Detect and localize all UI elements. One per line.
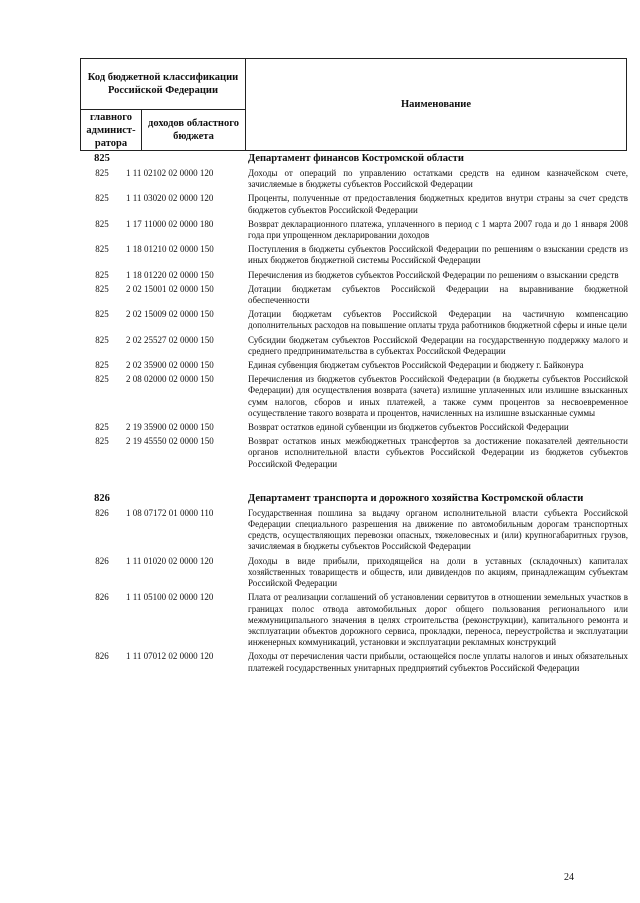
revenue-code: 2 02 25527 02 0000 150 bbox=[126, 334, 214, 345]
department-title: Департамент транспорта и дорожного хозяйства Костромской области bbox=[248, 492, 584, 504]
revenue-code: 1 18 01210 02 0000 150 bbox=[126, 244, 214, 255]
table-row bbox=[80, 270, 628, 281]
table-row bbox=[80, 168, 628, 190]
table-row bbox=[80, 592, 628, 648]
revenue-name: Единая субвенция бюджетам субъектов Российской Федерации и бюджету г. Байконура bbox=[248, 360, 584, 371]
admin-code: 825 bbox=[95, 360, 109, 371]
revenue-code: 1 11 03020 02 0000 120 bbox=[126, 193, 214, 204]
page-number: 24 bbox=[564, 872, 574, 883]
revenue-name: Поступления в бюджеты субъектов Российской Федерации по решениям о взыскании средств из иных бюджетов бюджетной системы Российской Федерации bbox=[248, 244, 628, 266]
table-body bbox=[80, 152, 628, 677]
revenue-name: Возврат остатков единой субвенции из бюджетов субъектов Российской Федерации bbox=[248, 422, 569, 433]
table-row bbox=[80, 335, 628, 357]
revenue-code: 1 11 01020 02 0000 120 bbox=[126, 555, 214, 566]
header-code-group: Код бюджетной классификации Российской Федерации bbox=[81, 59, 246, 110]
revenue-name: Плата от реализации соглашений об установлении сервитутов в отношении земельных участков в границах полос отвода автомобильных дорог общего пользования регионального или межмуниципального значения в целях строительства (реконструкции), капитального ремонта и эксплуатации объектов дорожного сервиса, прокладки, переноса, переустройства и эксплуатации инженерных коммуникаций, установки и эксплуатации рекламных конструкций bbox=[248, 592, 628, 648]
admin-code: 825 bbox=[95, 168, 109, 178]
department-row bbox=[80, 492, 628, 505]
table-row bbox=[80, 309, 628, 331]
revenue-code: 2 02 35900 02 0000 150 bbox=[126, 360, 214, 371]
revenue-code: 1 18 01220 02 0000 150 bbox=[126, 269, 214, 280]
section-gap bbox=[80, 473, 628, 492]
revenue-code: 2 02 15009 02 0000 150 bbox=[126, 309, 214, 320]
revenue-name: Дотации бюджетам субъектов Российской Федерации на выравнивание бюджетной обеспеченности bbox=[248, 283, 628, 306]
table-row bbox=[80, 422, 628, 433]
revenue-code: 1 17 11000 02 0000 180 bbox=[126, 218, 214, 229]
revenue-code: 1 11 02102 02 0000 120 bbox=[126, 168, 214, 178]
revenue-name: Доходы в виде прибыли, приходящейся на доли в уставных (складочных) капиталах хозяйственных товариществ и обществ, или дивидендов по акциям, принадлежащим субъектам Российской Федерации bbox=[248, 555, 628, 589]
admin-code: 825 bbox=[95, 436, 109, 447]
department-row bbox=[80, 152, 628, 165]
header-revenue: доходов областного бюджета bbox=[142, 110, 246, 151]
header-admin: главного админист-ратора bbox=[81, 110, 142, 151]
table-row bbox=[80, 556, 628, 590]
admin-code: 825 bbox=[95, 269, 109, 280]
revenue-name: Возврат остатков иных межбюджетных трансфертов за достижение показателей деятельности органов исполнительной власти субъектов Российской Федерации из бюджетов субъектов Российской Федерации bbox=[248, 436, 628, 469]
table-row bbox=[80, 193, 628, 215]
revenue-code: 1 11 07012 02 0000 120 bbox=[126, 651, 214, 662]
admin-code: 826 bbox=[95, 592, 109, 603]
revenue-code: 2 19 45550 02 0000 150 bbox=[126, 436, 214, 447]
department-code: 825 bbox=[94, 153, 110, 164]
department-spacer bbox=[124, 492, 248, 505]
revenue-code: 2 19 35900 02 0000 150 bbox=[126, 422, 214, 433]
revenue-name: Возврат декларационного платежа, уплаченного в период с 1 марта 2007 года и до 1 января 2008 года при упрощенном декларировании доходов bbox=[248, 218, 628, 241]
admin-code: 826 bbox=[95, 651, 109, 662]
revenue-code: 1 11 05100 02 0000 120 bbox=[126, 592, 214, 603]
admin-code: 825 bbox=[95, 309, 109, 320]
revenue-name: Субсидии бюджетам субъектов Российской Федерации на государственную поддержку малого и среднего предпринимательства в субъектах Российской Федерации bbox=[248, 334, 628, 356]
admin-code: 825 bbox=[95, 374, 109, 385]
admin-code: 826 bbox=[95, 555, 109, 566]
header-name: Наименование bbox=[246, 59, 627, 151]
admin-code: 825 bbox=[95, 193, 109, 204]
revenue-code: 2 02 15001 02 0000 150 bbox=[126, 283, 214, 294]
table-row bbox=[80, 508, 628, 553]
table-row bbox=[80, 374, 628, 419]
admin-code: 825 bbox=[95, 218, 109, 229]
revenue-code: 1 08 07172 01 0000 110 bbox=[126, 507, 214, 518]
revenue-name: Перечисления из бюджетов субъектов Российской Федерации (в бюджеты субъектов Российской Федерации) для осуществления возврата (зачета) излишне уплаченных или излишне взысканных сумм налогов, сборов и иных платежей, а также сумм процентов за несвоевременное осуществление такого возврата и процентов, начисленных на излишне взысканные суммы bbox=[248, 374, 628, 418]
revenue-name: Дотации бюджетам субъектов Российской Федерации на частичную компенсацию дополнительных расходов на повышение оплаты труда работников бюджетной сферы и иные цели bbox=[248, 309, 628, 331]
revenue-code: 2 08 02000 02 0000 150 bbox=[126, 374, 214, 385]
admin-code: 826 bbox=[95, 507, 109, 518]
table-row bbox=[80, 244, 628, 266]
table-row bbox=[80, 284, 628, 306]
table-header bbox=[80, 58, 627, 151]
revenue-name: Доходы от перечисления части прибыли, остающейся после уплаты налогов и иных обязательных платежей государственных унитарных предприятий субъектов Российской Федерации bbox=[248, 651, 628, 673]
department-title: Департамент финансов Костромской области bbox=[248, 153, 464, 164]
table-row bbox=[80, 219, 628, 241]
department-spacer bbox=[124, 152, 248, 165]
admin-code: 825 bbox=[95, 422, 109, 433]
admin-code: 825 bbox=[95, 283, 109, 294]
table-row bbox=[80, 651, 628, 673]
table-row bbox=[80, 436, 628, 470]
admin-code: 825 bbox=[95, 244, 109, 255]
table-row bbox=[80, 360, 628, 371]
admin-code: 825 bbox=[95, 334, 109, 345]
revenue-name: Перечисления из бюджетов субъектов Российской Федерации по решениям о взыскании средств bbox=[248, 269, 619, 280]
revenue-name: Проценты, полученные от предоставления бюджетных кредитов внутри страны за счет средств бюджетов субъектов Российской Федерации bbox=[248, 193, 628, 215]
revenue-name: Государственная пошлина за выдачу органом исполнительной власти субъекта Российской Федерации специального разрешения на движение по автомобильным дорогам транспортных средств, осуществляющих перевозки опасных, тяжеловесных и (или) крупногабаритных грузов, зачисляемая в бюджеты субъектов Российской Федерации bbox=[248, 507, 628, 552]
department-code: 826 bbox=[94, 492, 110, 504]
revenue-name: Доходы от операций по управлению остатками средств на едином казначейском счете, зачисляемые в бюджеты субъектов Российской Федерации bbox=[248, 168, 628, 190]
